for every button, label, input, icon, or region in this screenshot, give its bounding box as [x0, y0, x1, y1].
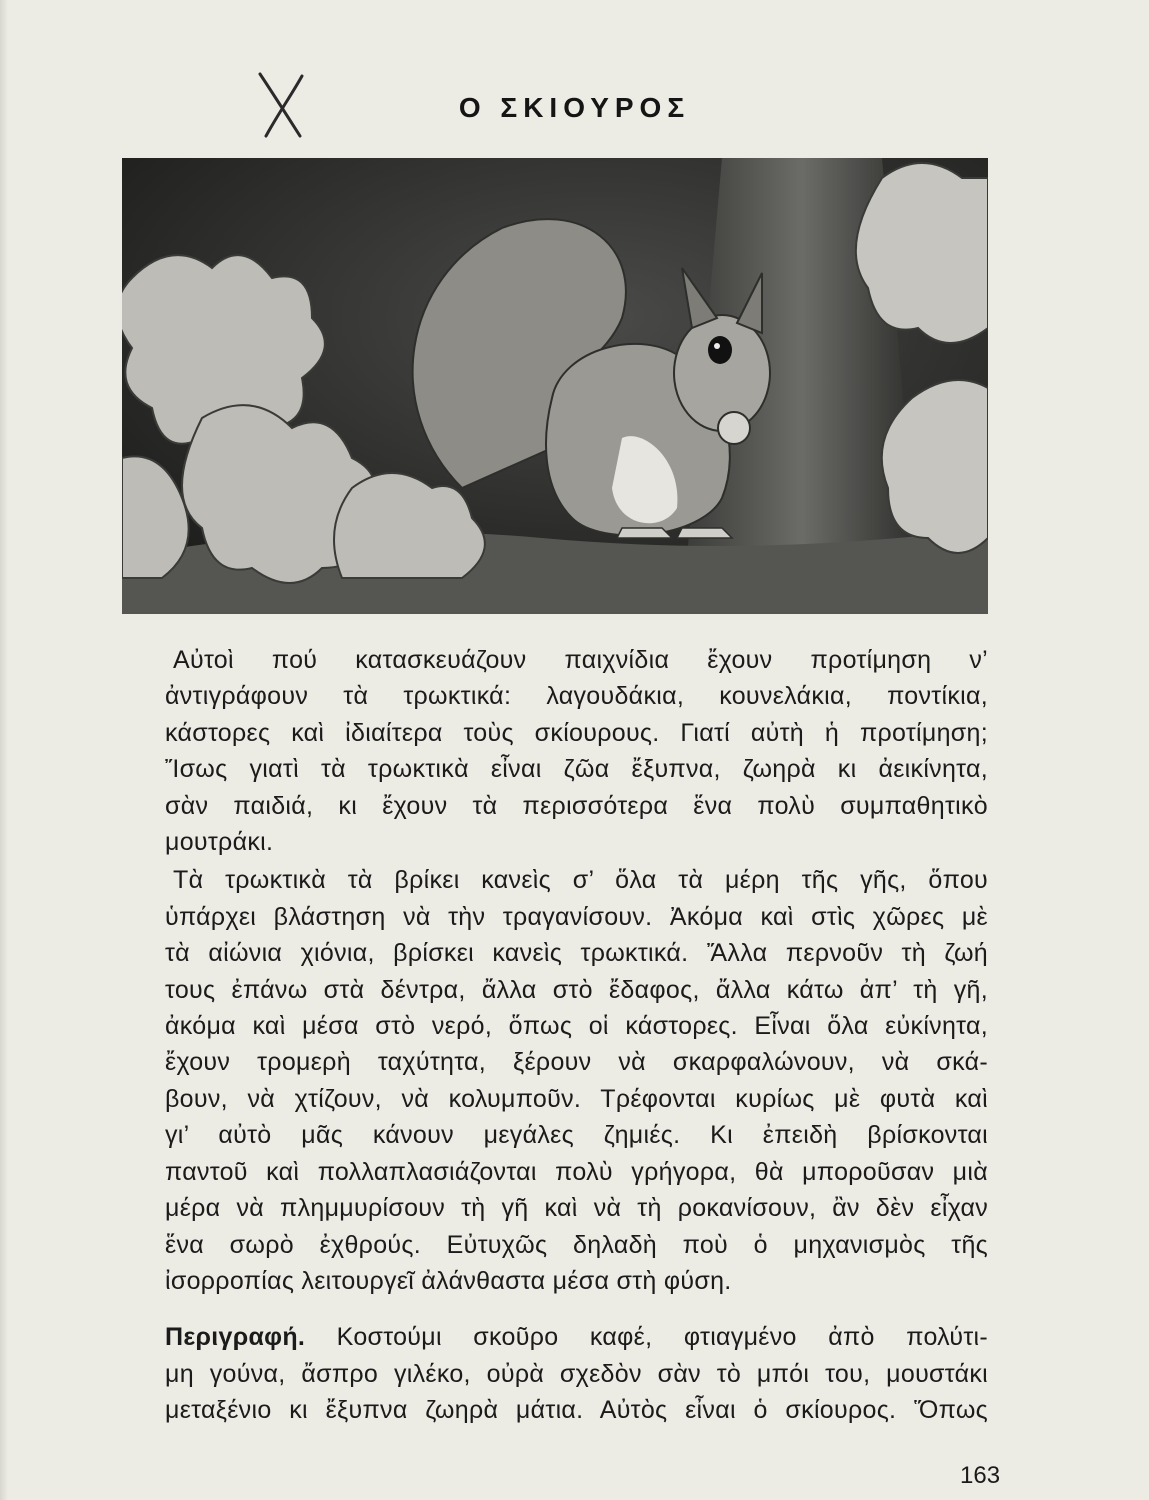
text-line: παντοῦ καὶ πολλαπλασιάζονται πολὺ γρήγορα, θὰ μποροῦσαν μιὰ: [165, 1157, 988, 1186]
text-line: μουτράκι.: [165, 828, 274, 857]
text-line: μέρα νὰ πλημμυρίσουν τὴ γῆ καὶ νὰ τὴ ροκανίσουν, ἂν δὲν εἶχαν: [165, 1194, 988, 1223]
text-line: [165, 1319, 988, 1355]
text-line: Τὰ τρωκτικὰ τὰ βρίκει κανεὶς σ’ ὅλα τὰ μέρη τῆς γῆς, ὅπου: [173, 866, 988, 895]
text-line: Ἴσως γιατὶ τὰ τρωκτικὰ εἶναι ζῶα ἔξυπνα, ζωηρὰ κι ἀεικίνητα,: [165, 755, 988, 784]
text-line: σὰν παιδιά, κι ἔχουν τὰ περισσότερα ἕνα πολὺ συμπαθητικὸ: [165, 791, 988, 820]
text-line: μη γούνα, ἄσπρο γιλέκο, οὐρὰ σχεδὸν σὰν τὸ μπόι του, μουστάκι: [165, 1359, 988, 1388]
text-line: ἀντιγράφουν τὰ τρωκτικά: λαγουδάκια, κουνελάκια, ποντίκια,: [165, 682, 988, 711]
text-line: γι’ αὐτὸ μᾶς κάνουν μεγάλες ζημιές. Κι ἐπειδὴ βρίσκονται: [165, 1121, 988, 1150]
text-line: τους ἐπάνω στὰ δέντρα, ἄλλα στὸ ἔδαφος, ἄλλα κάτω ἀπ’ τὴ γῆ,: [165, 975, 988, 1004]
description-heading: Περιγραφή.: [165, 1323, 306, 1352]
text-line: ὑπάρχει βλάστηση νὰ τὴν τραγανίσουν. Ἀκόμα καὶ στὶς χῶρες μὲ: [165, 902, 988, 931]
text-line: μεταξένιο κι ἔξυπνα ζωηρὰ μάτια. Αὐτὸς εἶναι ὁ σκίουρος. Ὅπως: [165, 1396, 988, 1425]
description-paragraph: [165, 1319, 988, 1428]
paragraph-1: [165, 642, 988, 860]
text-line: ἰσορροπίας λειτουργεῖ ἀλάνθαστα μέσα στὴ φύση.: [165, 1266, 732, 1295]
squirrel-illustration: [122, 158, 988, 614]
page-title: Ο ΣΚΙΟΥΡΟΣ: [458, 92, 691, 123]
page-edge: [0, 0, 8, 1500]
text-line: κάστορες καὶ ἰδιαίτερα τοὺς σκίουρους. Γιατί αὐτὴ ἡ προτίμηση;: [165, 718, 988, 747]
text-line: ἔχουν τρομερὴ ταχύτητα, ξέρουν νὰ σκαρφαλώνουν, νὰ σκά-: [165, 1048, 988, 1077]
text-line: τὰ αἰώνια χιόνια, βρίσκει κανεὶς τρωκτικά. Ἄλλα περνοῦν τὴ ζωή: [165, 939, 988, 968]
body-text: [165, 642, 988, 1429]
squirrel-head: [674, 315, 770, 431]
page-number: 163: [960, 1462, 1001, 1489]
text-line: Αὐτοὶ πού κατασκευάζουν παιχνίδια ἔχουν προτίμηση ν’: [173, 646, 988, 674]
text-line: ἕνα σωρὸ ἐχθρούς. Εὐτυχῶς δηλαδὴ ποὺ ὁ μηχανισμὸς τῆς: [165, 1230, 988, 1259]
paragraph-2: [165, 862, 988, 1299]
nut: [718, 412, 750, 444]
text-line: ἀκόμα καὶ μέσα στὸ νερό, ὅπως οἱ κάστορες. Εἶναι ὅλα εὐκίνητα,: [165, 1012, 988, 1041]
text-line: βουν, νὰ χτίζουν, νὰ κολυμποῦν. Τρέφονται κυρίως μὲ φυτὰ καὶ: [165, 1084, 988, 1113]
description-first-line: Κοστούμι σκοῦρο καφέ, φτιαγμένο ἀπὸ πολύτι-: [305, 1323, 988, 1352]
